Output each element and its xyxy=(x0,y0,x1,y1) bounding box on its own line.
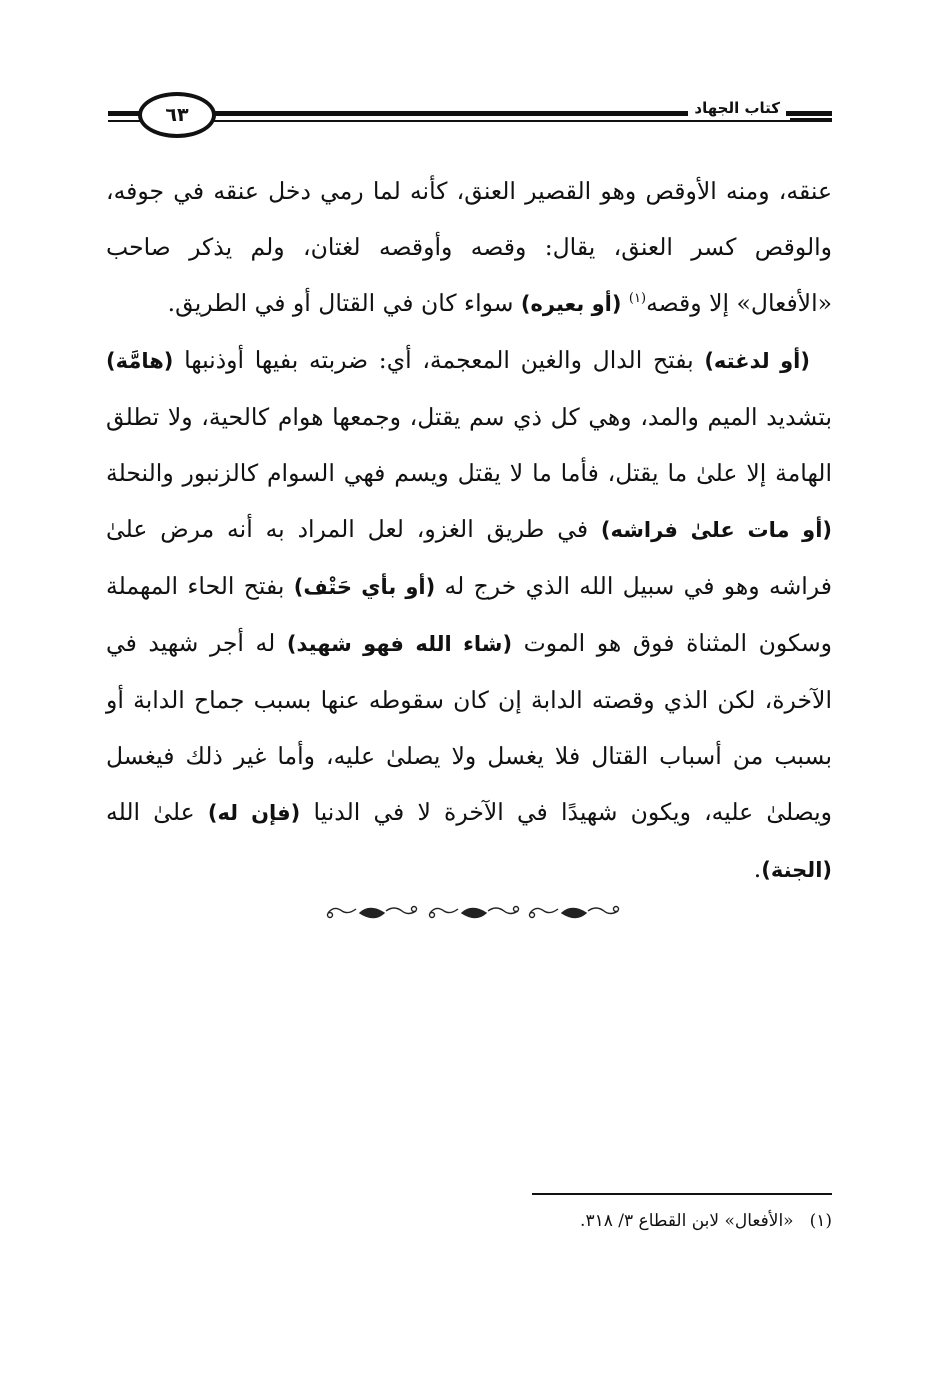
page-header xyxy=(108,92,832,138)
ornament-motif xyxy=(430,907,519,918)
bold-matn-text: (الجنة) xyxy=(761,858,832,882)
paragraph xyxy=(106,163,832,332)
ornament-motif xyxy=(328,907,417,918)
header-end-rule-thick xyxy=(790,111,832,114)
paragraph xyxy=(106,332,832,898)
bold-matn-text: (فإن له) xyxy=(207,801,301,825)
text-run: له أجر شهيد في الآخرة، لكن الذي وقصته الدابة إن كان سقوطه عنها بسبب جماح الدابة أو بسبب من أسباب القتال فلا يغسل ولا يصلىٰ عليه، وأما غير ذلك فيغسل ويصلىٰ عليه، ويكون شهيدًا في الآخرة لا في الدنيا xyxy=(106,629,832,826)
header-rule-thin xyxy=(108,120,832,122)
footnote-separator xyxy=(532,1193,832,1195)
text-run: علىٰ الله xyxy=(106,798,208,826)
main-text xyxy=(106,163,832,898)
bold-matn-text: (شاء الله فهو شهيد) xyxy=(286,632,513,656)
text-run: بفتح الحاء المهملة وسكون المثناة فوق هو الموت xyxy=(106,572,832,657)
bold-matn-text: (أو بعيره) xyxy=(520,292,622,316)
page-number-badge xyxy=(138,92,216,138)
page-number: ٦٣ xyxy=(165,104,189,126)
footnote-text: «الأفعال» لابن القطاع ٣/ ٣١٨. xyxy=(580,1211,794,1231)
text-run: عنقه، ومنه الأوقص وهو القصير العنق، كأنه لما رمي دخل عنقه في جوفه، والوقص كسر العنق، يقال: وقصه وأوقصه لغتان، ولم يذكر صاحب «الأفعال» إلا وقصه xyxy=(106,177,832,317)
header-end-rule-thin xyxy=(790,118,832,120)
ornament-motif xyxy=(530,907,619,918)
text-run: بتشديد الميم والمد، وهي كل ذي سم يقتل، وجمعها هوام كالحية، ولا تطلق الهامة إلا علىٰ ما يقتل، فأما ما لا يقتل ويسم فهي السوام كالزنبور والنحلة xyxy=(106,403,832,487)
text-run: في طريق الغزو، لعل المراد به أنه مرض علىٰ فراشه وهو في سبيل الله الذي خرج له xyxy=(106,515,832,600)
bold-matn-text: (أو مات علىٰ فراشه) xyxy=(600,518,832,542)
bold-matn-text: (هامَّة) xyxy=(106,349,174,373)
footnote-number: (١) xyxy=(809,1211,832,1231)
section-divider-ornament xyxy=(322,900,622,926)
text-run: بفتح الدال والغين المعجمة، أي: ضربته بفيها أوذنبها xyxy=(173,346,705,374)
text-run xyxy=(621,289,628,317)
book-title: كتاب الجهاد xyxy=(688,99,786,117)
text-run: سواء كان في القتال أو في الطريق. xyxy=(167,289,521,317)
bold-matn-text: (أو لدغته) xyxy=(704,349,810,373)
bold-matn-text: (أو بأي حَتْف) xyxy=(293,575,436,599)
footnote xyxy=(300,1206,832,1236)
footnote-ref: (١) xyxy=(628,291,647,307)
text-run: . xyxy=(753,855,762,883)
